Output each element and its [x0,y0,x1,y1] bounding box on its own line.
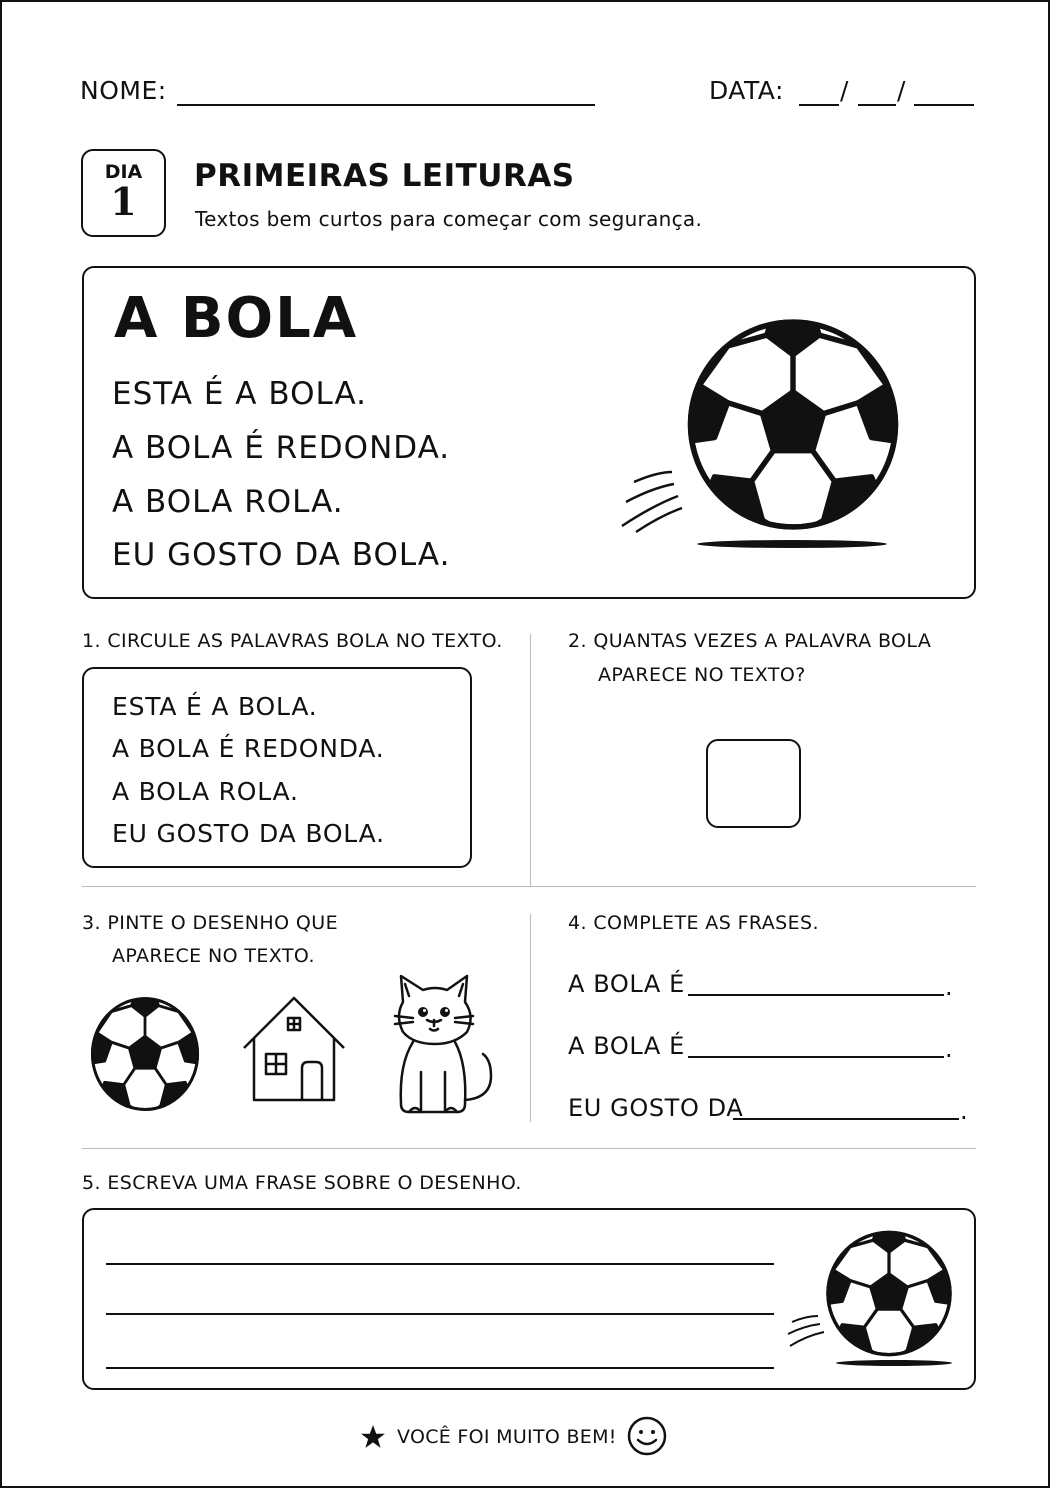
soccer-ball-icon [784,1224,959,1369]
column-divider [530,634,531,886]
question-1 [82,630,503,652]
question-4 [568,912,819,934]
section-subtitle: Textos bem curtos para começar com segurança. [195,207,703,231]
question-number: 3. [82,912,101,934]
smiley-icon [626,1415,668,1457]
story-line: A BOLA É REDONDA. [112,430,451,466]
sentence-blank[interactable] [688,994,944,996]
question-number: 5. [82,1172,101,1194]
question-text: PINTE O DESENHO QUE [107,912,338,934]
question-text: ESCREVA UMA FRASE SOBRE O DESENHO. [107,1172,522,1194]
writing-line[interactable] [106,1313,774,1315]
day-badge-number: 1 [110,179,137,224]
name-field[interactable] [177,104,595,106]
sentence-period: . [945,973,954,1001]
soccer-ball-icon[interactable] [89,995,201,1113]
question-5 [82,1172,522,1194]
story-line: EU GOSTO DA BOLA. [112,537,451,573]
q1-line[interactable]: A BOLA ROLA. [112,777,299,806]
day-badge-label: DIA [104,161,143,183]
sentence-prompt: A BOLA É [568,970,685,998]
sentence-period: . [960,1097,969,1125]
question-3 [82,912,338,934]
sentence-blank[interactable] [733,1118,959,1120]
question-number: 4. [568,912,587,934]
question-2 [568,630,931,652]
footer-text: VOCÊ FOI MUITO BEM! [397,1426,617,1448]
sentence-period: . [945,1035,954,1063]
question-number: 2. [568,630,587,652]
question-text: COMPLETE AS FRASES. [593,912,819,934]
row-divider [82,1148,976,1149]
answer-box[interactable] [706,739,801,828]
q1-line[interactable]: EU GOSTO DA BOLA. [112,819,385,848]
question-number: 1. [82,630,101,652]
day-badge [81,149,166,237]
q1-line[interactable]: ESTA É A BOLA. [112,692,318,721]
soccer-ball-icon [612,304,912,564]
name-label: NOME: [80,76,167,105]
story-line: A BOLA ROLA. [112,484,344,520]
cat-icon[interactable] [387,972,499,1117]
house-icon[interactable] [240,992,348,1104]
date-year-field[interactable] [914,104,974,106]
section-title: PRIMEIRAS LEITURAS [194,158,575,194]
question-text: APARECE NO TEXTO. [112,945,315,967]
sentence-prompt: EU GOSTO DA [568,1094,744,1122]
date-month-field[interactable] [858,104,896,106]
date-separator: / [897,76,906,105]
writing-line[interactable] [106,1263,774,1265]
question-text: CIRCULE AS PALAVRAS BOLA NO TEXTO. [107,630,503,652]
sentence-blank[interactable] [688,1056,944,1058]
star-icon [360,1424,386,1450]
date-label: DATA: [709,76,784,105]
story-title: A BOLA [114,286,359,351]
row-divider [82,886,976,887]
q1-line[interactable]: A BOLA É REDONDA. [112,734,385,763]
story-line: ESTA É A BOLA. [112,376,367,412]
writing-line[interactable] [106,1367,774,1369]
date-separator: / [840,76,849,105]
question-text: APARECE NO TEXTO? [598,664,806,686]
sentence-prompt: A BOLA É [568,1032,685,1060]
question-text: QUANTAS VEZES A PALAVRA BOLA [593,630,932,652]
column-divider [530,914,531,1122]
date-day-field[interactable] [799,104,839,106]
